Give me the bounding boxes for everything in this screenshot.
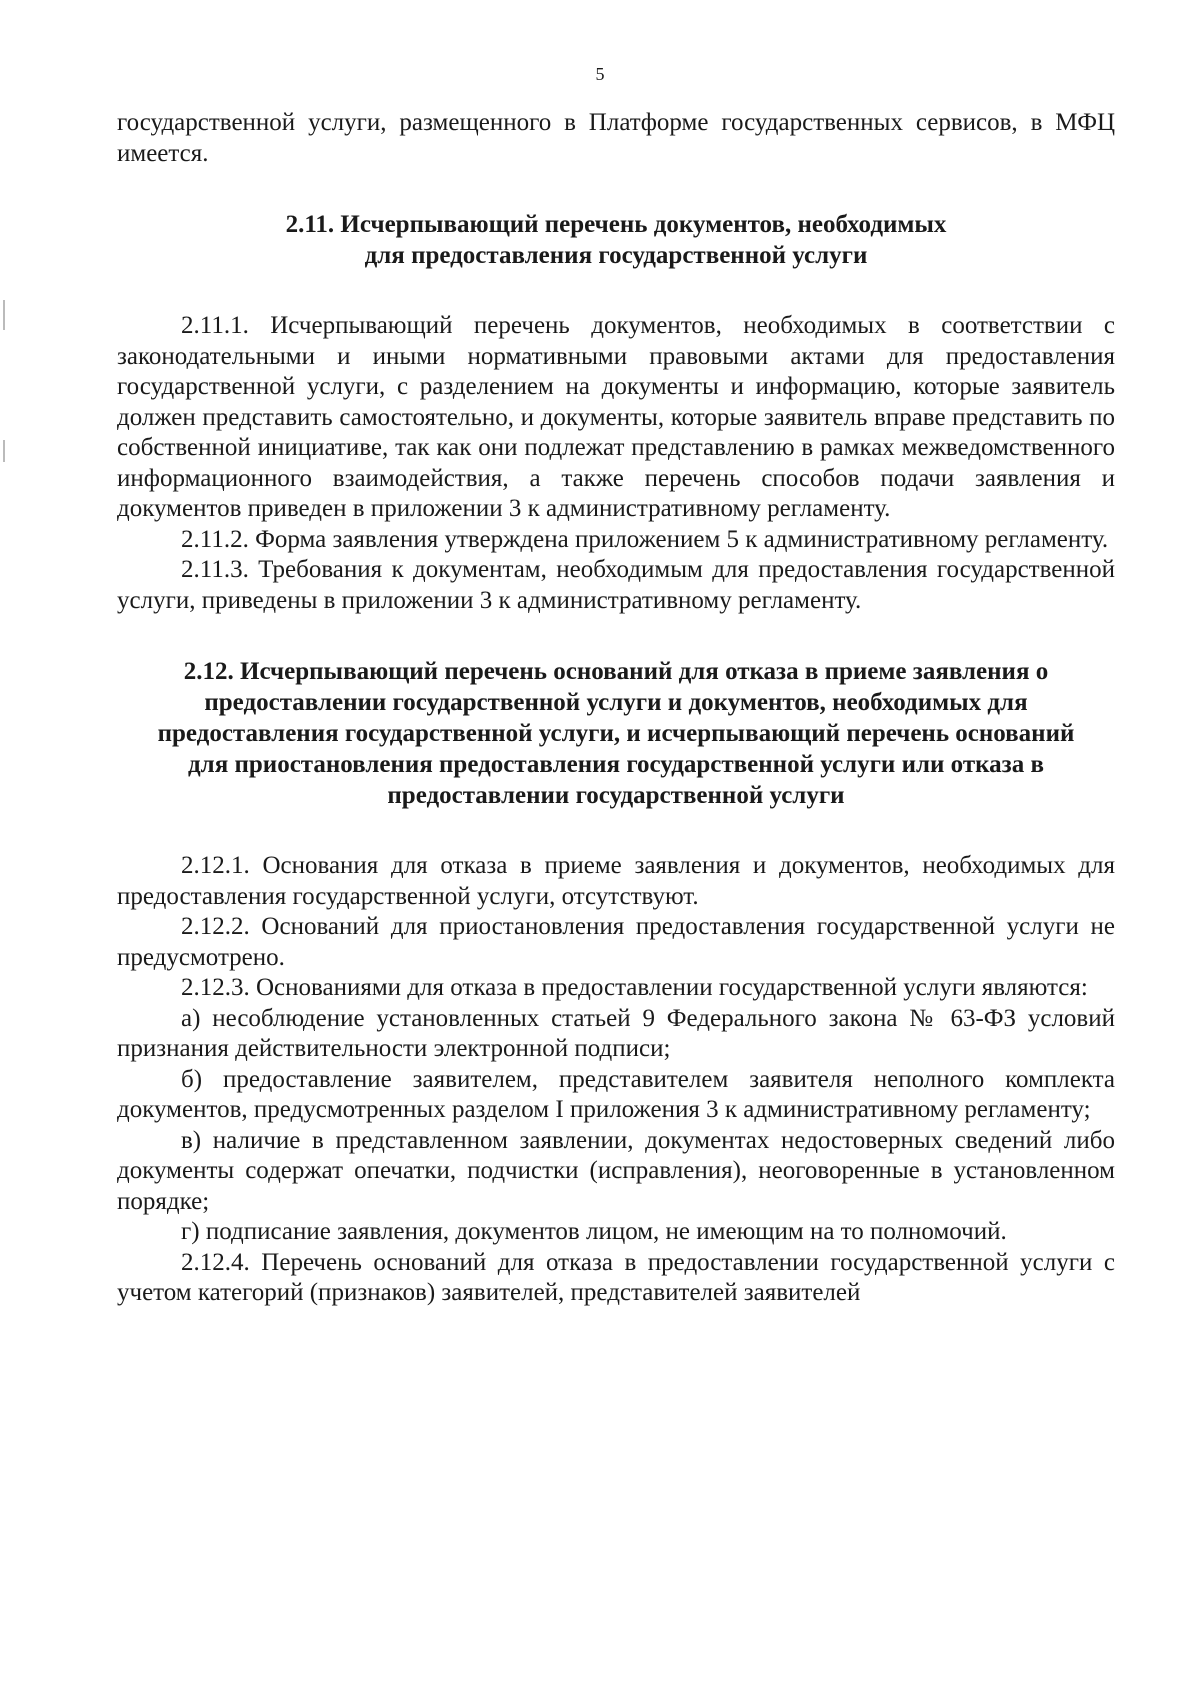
scan-edge-mark	[3, 440, 5, 462]
list-item-a: а) несоблюдение установленных статьей 9 Федерального закона № 63-ФЗ условий признания действительности электронной подписи;	[117, 1004, 1115, 1062]
list-item-g: г) подписание заявления, документов лицом, не имеющим на то полномочий.	[181, 1218, 1007, 1245]
paragraph-2-12-1: 2.12.1. Основания для отказа в приеме заявления и документов, необходимых для предоставления государственной услуги, отсутствуют.	[117, 852, 1115, 910]
scan-edge-mark	[3, 300, 5, 330]
paragraph-2-12-3: 2.12.3. Основаниями для отказа в предоставлении государственной услуги являются:	[181, 974, 1088, 1001]
paragraph-2-11-3: 2.11.3. Требования к документам, необходимым для предоставления государственной услуги, приведены в приложении 3 к административному регламенту.	[117, 556, 1115, 614]
section-heading-2-11: 2.11. Исчерпывающий перечень документов, необходимых для предоставления государственной услуги	[285, 211, 947, 269]
list-item-b: б) предоставление заявителем, представителем заявителя неполного комплекта документов, предусмотренных разделом I приложения 3 к административному регламенту;	[117, 1065, 1115, 1123]
document-body	[117, 108, 1115, 1309]
paragraph-2-11-1: 2.11.1. Исчерпывающий перечень документов, необходимых в соответствии с законодательными и иными нормативными правовыми актами для предоставления государственной услуги, с разделением на документы и информацию, которые заявитель должен представить самостоятельно, и документы, которые заявитель вправе представить по собственной инициативе, так как они подлежат представлению в рамках межведомственного информационного взаимодействия, а также перечень способов подачи заявления и документов приведен в приложении 3 к административному регламенту.	[117, 312, 1115, 522]
intro-paragraph: государственной услуги, размещенного в Платформе государственных сервисов, в МФЦ имеется.	[117, 109, 1115, 167]
page-number: 5	[595, 64, 605, 84]
section-heading-2-12: 2.12. Исчерпывающий перечень оснований для отказа в приеме заявления о предоставлении государственной услуги и документов, необходимых для предоставления государственной услуги, и исчерпывающий перечень оснований для приостановления предоставления государственной услуги или отказа в предоставлении государственной услуги	[157, 658, 1075, 809]
paragraph-2-12-2: 2.12.2. Оснований для приостановления предоставления государственной услуги не предусмотрено.	[117, 913, 1115, 971]
list-item-v: в) наличие в представленном заявлении, документах недостоверных сведений либо документы содержат опечатки, подчистки (исправления), неоговоренные в установленном порядке;	[117, 1126, 1115, 1215]
paragraph-2-11-2: 2.11.2. Форма заявления утверждена приложением 5 к административному регламенту.	[181, 525, 1109, 553]
paragraph-2-12-4: 2.12.4. Перечень оснований для отказа в предоставлении государственной услуги с учетом категорий (признаков) заявителей, представителей заявителей	[117, 1248, 1115, 1306]
